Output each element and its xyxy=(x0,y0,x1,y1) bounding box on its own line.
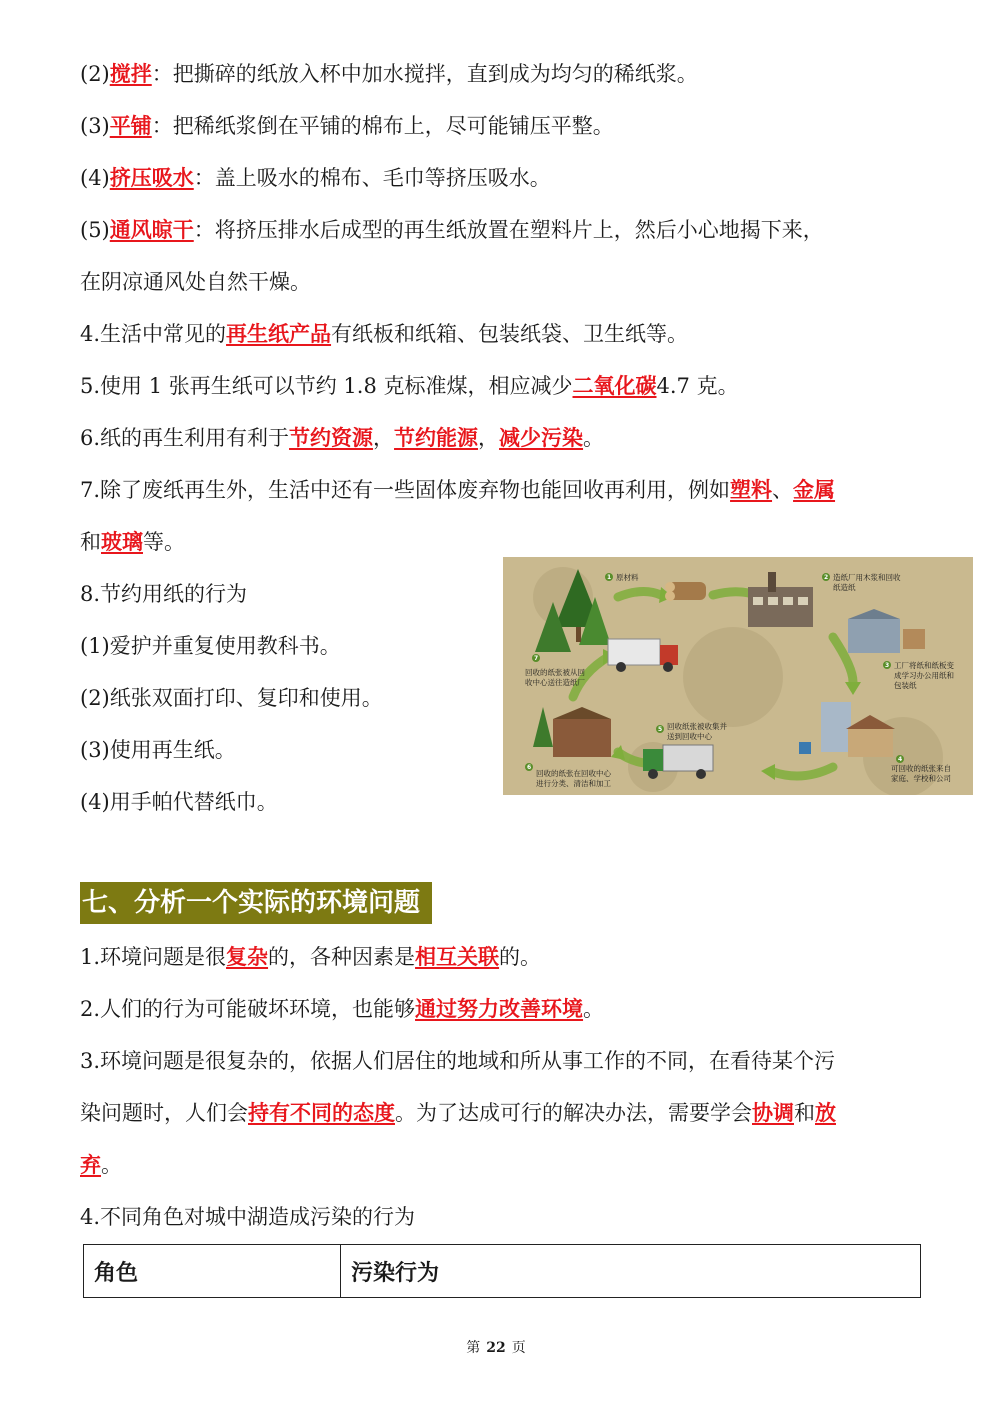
svg-text:可回收的纸张来自: 可回收的纸张来自 xyxy=(891,764,951,773)
svg-text:送到回收中心: 送到回收中心 xyxy=(667,732,712,741)
highlight: 减少污染 xyxy=(499,425,584,450)
text: ， xyxy=(373,426,395,450)
step-number: (3) xyxy=(80,114,110,138)
step-term: 平铺 xyxy=(109,113,152,138)
highlight: 相互关联 xyxy=(415,944,500,969)
svg-text:1: 1 xyxy=(607,574,612,581)
svg-text:进行分类、清洁和加工: 进行分类、清洁和加工 xyxy=(536,779,611,788)
text: 1.环境问题是很 xyxy=(80,945,227,969)
highlight: 节约资源 xyxy=(289,425,374,450)
step-separator: ： xyxy=(151,114,173,138)
page-number: 22 xyxy=(486,1340,506,1356)
text: 。为了达成可行的解决办法，需要学会 xyxy=(395,1101,752,1125)
text: 。 xyxy=(583,997,605,1021)
text: ， xyxy=(478,426,500,450)
step-separator: ： xyxy=(151,62,173,86)
svg-text:4: 4 xyxy=(898,756,903,763)
step-number: (4) xyxy=(80,166,110,190)
step-description: 将挤压排水后成型的再生纸放置在塑料片上，然后小心地揭下来， xyxy=(214,218,824,242)
text: 4.7 克。 xyxy=(656,374,739,398)
saving-item: (3)使用再生纸。 xyxy=(80,738,236,762)
page-footer xyxy=(0,1337,992,1357)
highlight: 通过努力改善环境 xyxy=(415,996,584,1021)
footer-suffix: 页 xyxy=(511,1340,526,1356)
text: 有纸板和纸箱、包装纸袋、卫生纸等。 xyxy=(331,322,689,346)
svg-text:回收的纸张被从回: 回收的纸张被从回 xyxy=(525,668,585,677)
section7-point-3-end xyxy=(80,1150,122,1180)
highlight: 二氧化碳 xyxy=(572,373,657,398)
step-description: 把稀纸浆倒在平铺的棉布上，尽可能铺压平整。 xyxy=(172,114,614,138)
text: 4.生活中常见的 xyxy=(80,322,227,346)
section7-point-2 xyxy=(80,994,604,1024)
highlight: 复杂 xyxy=(226,944,269,969)
svg-text:包装纸: 包装纸 xyxy=(894,681,917,690)
footer-prefix: 第 xyxy=(466,1340,481,1356)
text: 2.人们的行为可能破坏环境，也能够 xyxy=(80,997,416,1021)
svg-text:造纸厂用木浆和回收: 造纸厂用木浆和回收 xyxy=(833,573,901,582)
highlight: 塑料 xyxy=(730,477,773,502)
saving-item: (2)纸张双面打印、复印和使用。 xyxy=(80,686,383,710)
step-4-line xyxy=(80,163,551,193)
section7-point-3-cont xyxy=(80,1098,836,1128)
highlight: 再生纸产品 xyxy=(226,321,332,346)
point-5 xyxy=(80,371,739,401)
step-2-line xyxy=(80,59,698,89)
svg-text:工厂将纸和纸板变: 工厂将纸和纸板变 xyxy=(894,661,954,670)
section7-point-1 xyxy=(80,942,541,972)
paper-recycling-diagram xyxy=(503,557,973,795)
highlight: 持有不同的态度 xyxy=(248,1100,395,1125)
text: 的，各种因素是 xyxy=(268,945,416,969)
header-behavior: 污染行为 xyxy=(341,1245,921,1298)
highlight: 玻璃 xyxy=(101,529,143,554)
section7-point-4: 4.不同角色对城中湖造成污染的行为 xyxy=(80,1205,416,1229)
step-1 xyxy=(605,572,639,582)
step-term: 搅拌 xyxy=(109,61,152,86)
text: 、 xyxy=(772,478,794,502)
svg-text:纸造纸: 纸造纸 xyxy=(833,583,856,592)
text: 5.使用 1 张再生纸可以节约 1.8 克标准煤，相应减少 xyxy=(80,374,573,398)
highlight: 金属 xyxy=(793,477,836,502)
point-4 xyxy=(80,319,688,349)
svg-text:2: 2 xyxy=(824,574,829,581)
saving-item: (1)爱护并重复使用教科书。 xyxy=(80,634,341,658)
step-description: 盖上吸水的棉布、毛巾等挤压吸水。 xyxy=(214,166,551,190)
point-7 xyxy=(80,475,835,505)
highlight: 弃 xyxy=(80,1152,101,1177)
step-term: 挤压吸水 xyxy=(109,165,194,190)
table-header-row xyxy=(84,1245,921,1298)
text: 等。 xyxy=(143,530,185,554)
svg-text:5: 5 xyxy=(658,726,663,733)
text: 6.纸的再生利用有利于 xyxy=(80,426,290,450)
text: 7.除了废纸再生外，生活中还有一些固体废弃物也能回收再利用，例如 xyxy=(80,478,731,502)
point-8-title: 8.节约用纸的行为 xyxy=(80,582,248,606)
text: 。 xyxy=(101,1153,122,1177)
highlight: 放 xyxy=(815,1100,836,1125)
text: 。 xyxy=(583,426,605,450)
step-separator: ： xyxy=(193,166,215,190)
text: 和 xyxy=(794,1101,815,1125)
section7-point-3: 3.环境问题是很复杂的，依据人们居住的地域和所从事工作的不同，在看待某个污 xyxy=(80,1049,836,1073)
point-7-continued xyxy=(80,527,185,557)
text: 和 xyxy=(80,530,101,554)
svg-text:6: 6 xyxy=(527,764,532,771)
svg-text:3: 3 xyxy=(885,662,890,669)
step-3-line xyxy=(80,111,614,141)
text: 的。 xyxy=(499,945,542,969)
highlight: 节约能源 xyxy=(394,425,479,450)
step-5-line xyxy=(80,215,824,245)
svg-text:家庭、学校和公司: 家庭、学校和公司 xyxy=(891,774,951,783)
step-5-continued: 在阴凉通风处自然干燥。 xyxy=(80,270,311,294)
text: 染问题时，人们会 xyxy=(80,1101,248,1125)
roles-table xyxy=(83,1244,921,1298)
highlight: 协调 xyxy=(752,1100,794,1125)
step-term: 通风晾干 xyxy=(109,217,194,242)
header-role: 角色 xyxy=(84,1245,341,1298)
svg-text:回收的纸张在回收中心: 回收的纸张在回收中心 xyxy=(536,769,611,778)
svg-text:原材料: 原材料 xyxy=(616,573,639,582)
svg-text:收中心送往造纸厂: 收中心送往造纸厂 xyxy=(525,678,585,687)
step-number: (2) xyxy=(80,62,110,86)
step-separator: ： xyxy=(193,218,215,242)
svg-text:回收纸张被收集并: 回收纸张被收集并 xyxy=(667,722,727,731)
step-description: 把撕碎的纸放入杯中加水搅拌，直到成为均匀的稀纸浆。 xyxy=(172,62,698,86)
section-heading: 七、分析一个实际的环境问题 xyxy=(80,882,432,924)
point-6 xyxy=(80,423,604,453)
saving-item: (4)用手帕代替纸巾。 xyxy=(80,790,278,814)
logs-icon xyxy=(665,582,706,601)
step-number: (5) xyxy=(80,218,110,242)
svg-text:成学习办公用纸和: 成学习办公用纸和 xyxy=(894,671,954,680)
svg-text:7: 7 xyxy=(534,655,539,662)
